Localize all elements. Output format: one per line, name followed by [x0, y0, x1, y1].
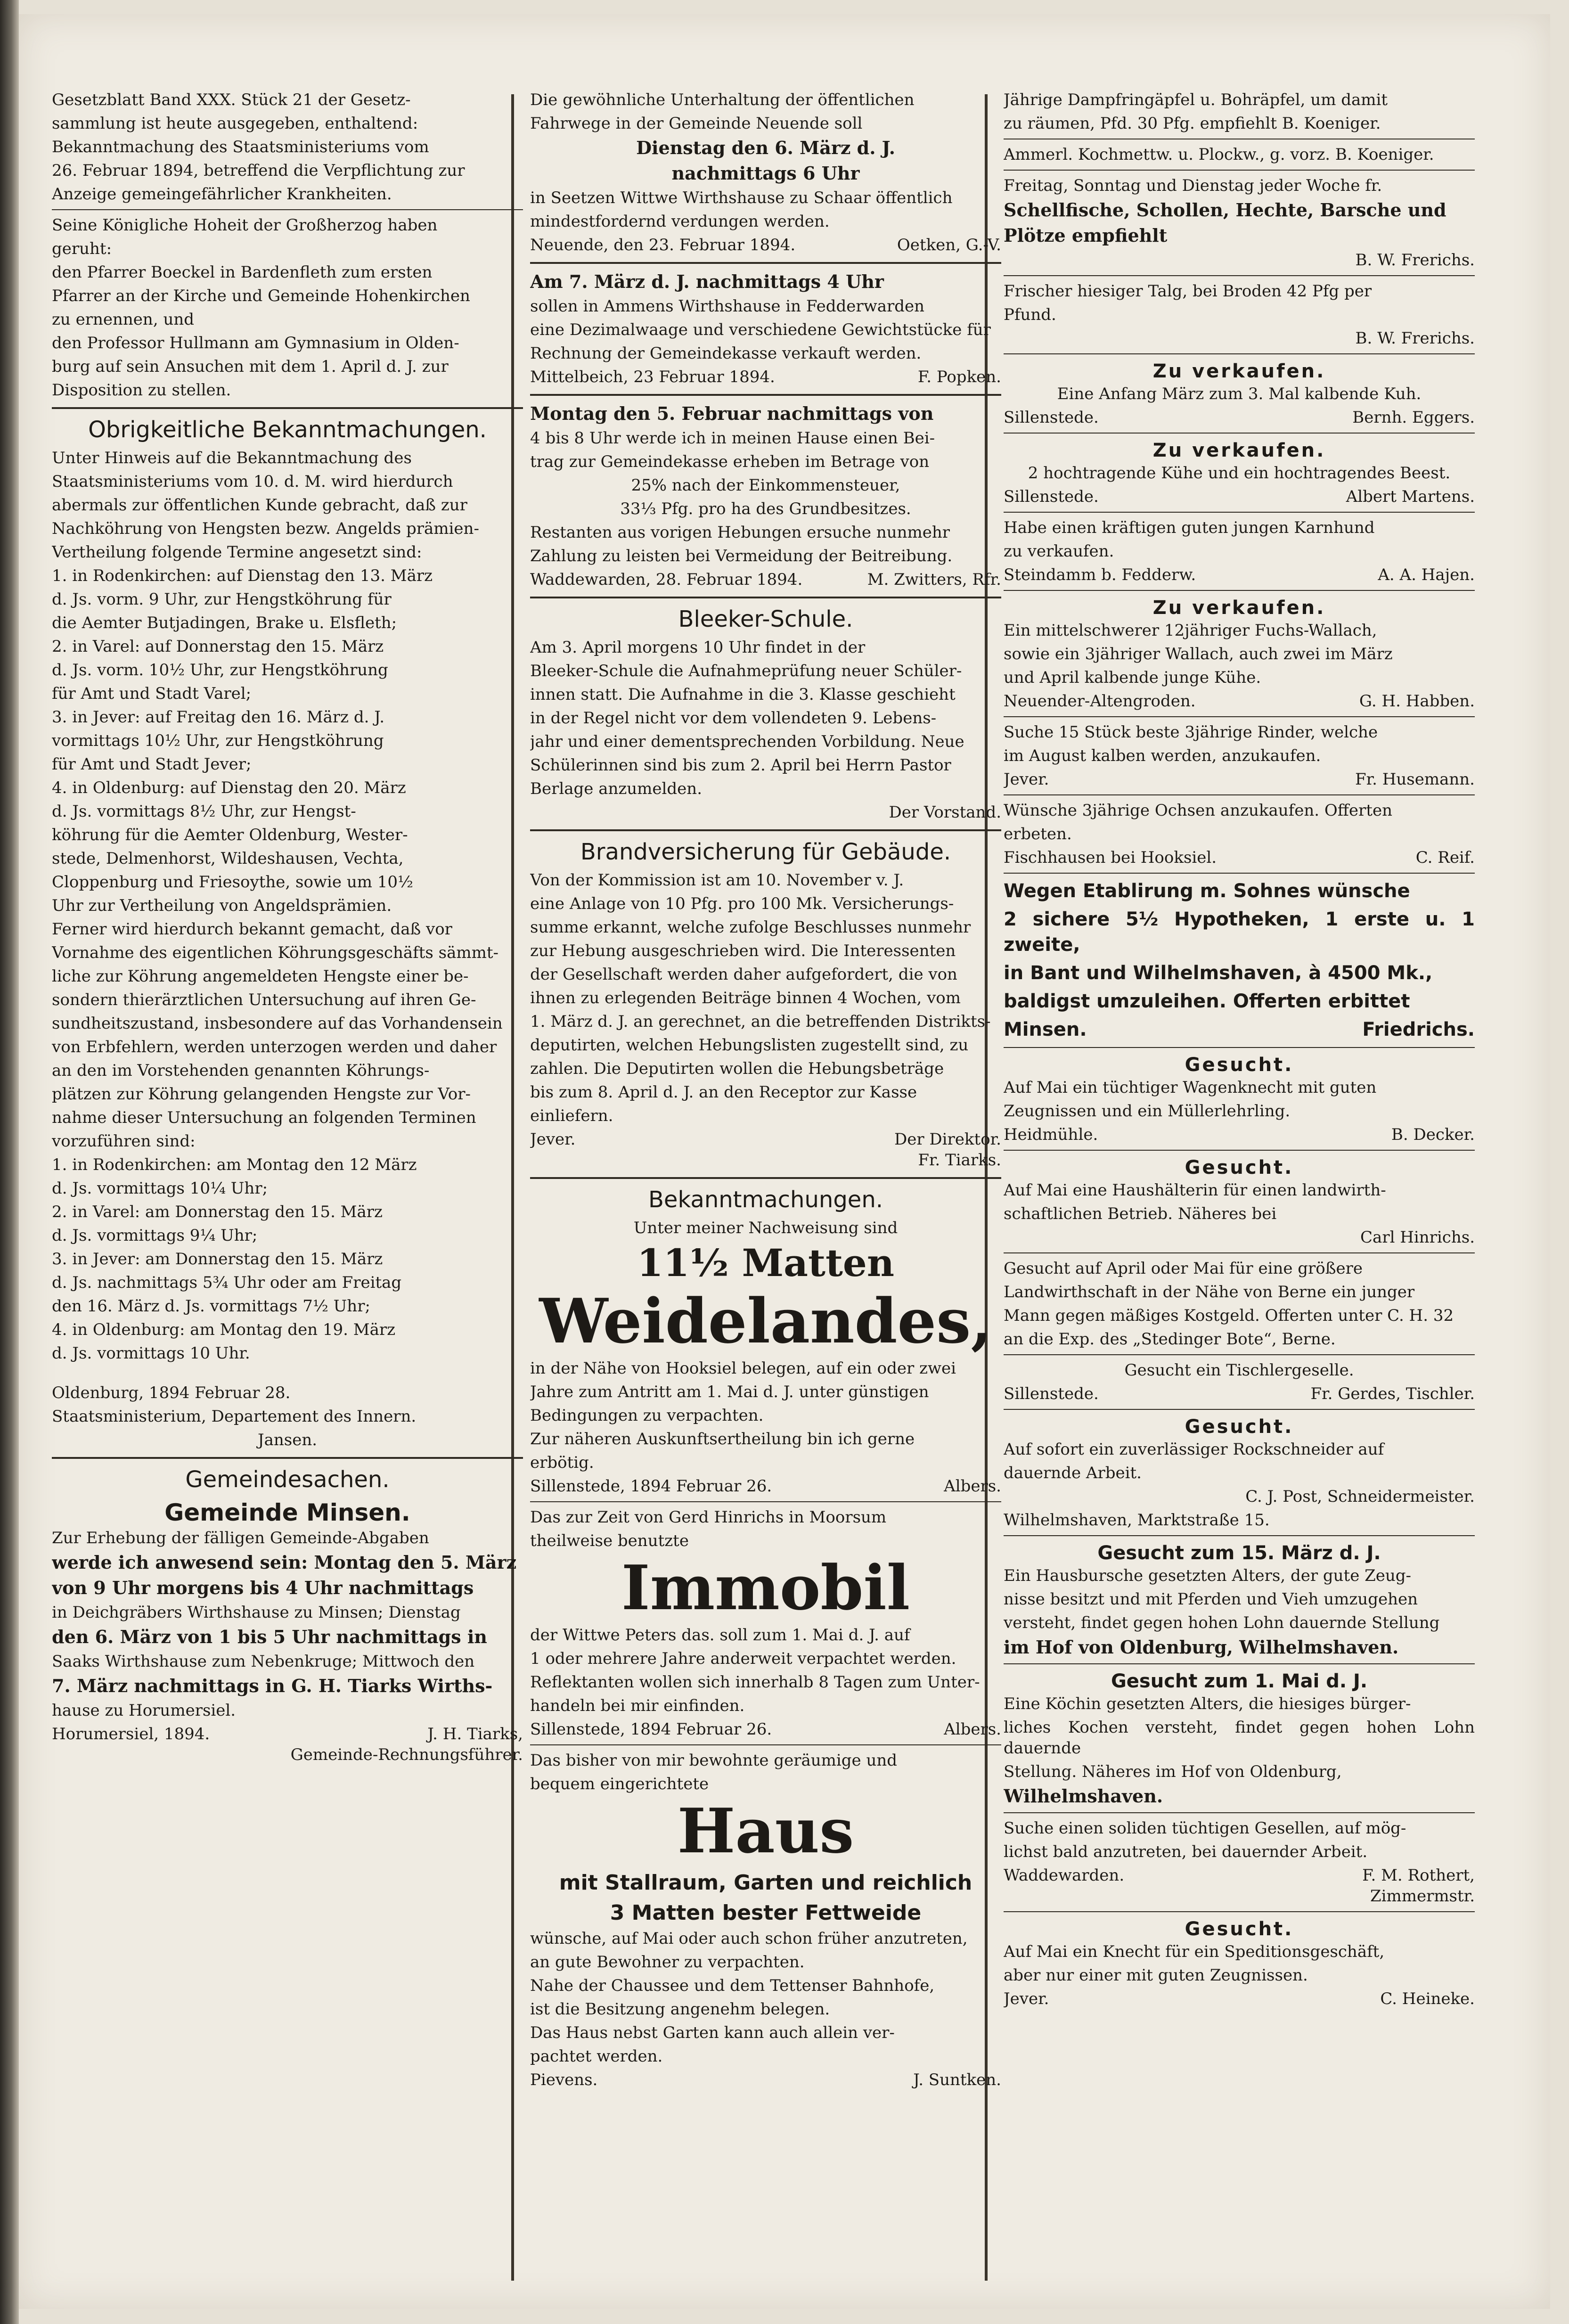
place-date: Horumersiel, 1894. [52, 1725, 210, 1743]
text-line: Nachköhrung von Hengsten bezw. Angelds prämien- [52, 519, 479, 538]
place: Sillenstede. [1004, 408, 1099, 427]
text-line: 3. in Jever: auf Freitag den 16. März d. J. [52, 708, 385, 727]
text-line: Auf sofort ein zuverlässiger Rockschneider auf [1004, 1440, 1384, 1459]
text-line: Ein Hausbursche gesetzten Alters, der gute Zeug- [1004, 1566, 1412, 1585]
text-line: Mann gegen mäßiges Kostgeld. Offerten unter C. H. 32 [1004, 1306, 1454, 1325]
text-line: Rechnung der Gemeindekasse verkauft werden. [530, 344, 922, 363]
signature: C. J. Post, Schneidermeister. [1245, 1487, 1475, 1506]
text-line: Gesucht auf April oder Mai für eine größere [1004, 1259, 1363, 1278]
place: Sillenstede. [1004, 487, 1099, 506]
divider [1004, 1409, 1475, 1410]
divider [1004, 1150, 1475, 1151]
text-line: vorzuführen sind: [52, 1132, 196, 1151]
text-line: pachtet werden. [530, 2047, 663, 2066]
koehrung-notice [52, 448, 523, 1364]
text-line: geruht: [52, 239, 112, 258]
haus-notice [530, 1928, 1001, 2067]
place-date: Neuende, den 23. Februar 1894. [530, 236, 796, 254]
text-line: 1 oder mehrere Jahre anderweit verpachtet werden. [530, 1649, 956, 1668]
text-line: Suche 15 Stück beste 3jährige Rinder, welche [1004, 723, 1378, 742]
ad-title-weidelandes: Weidelandes, [539, 1285, 992, 1357]
ad-title-matten: 11½ Matten [637, 1241, 894, 1285]
signature-row [1004, 1383, 1475, 1404]
text-line: in der Regel nicht vor dem vollendeten 9. Lebens- [530, 709, 937, 728]
text-line: Bekanntmachung des Staatsministeriums vom [52, 138, 429, 156]
signature: A. A. Hajen. [1378, 565, 1475, 584]
text-line: 1. in Rodenkirchen: auf Dienstag den 13. März [52, 566, 433, 585]
text-line: der Gesellschaft werden daher aufgefordert, die von [530, 965, 957, 984]
divider [1004, 1354, 1475, 1355]
text-line: ist die Besitzung angenehm belegen. [530, 2000, 830, 2019]
text-line: abermals zur öffentlichen Kunde gebracht, daß zur [52, 496, 467, 515]
text-line: Cloppenburg und Friesoythe, sowie um 10½ [52, 873, 414, 892]
section-heading: Bleeker-Schule. [678, 606, 853, 632]
signature: Fr. Husemann. [1355, 770, 1475, 789]
signature: Albert Martens. [1346, 487, 1475, 506]
text-line: Ein mittelschwerer 12jähriger Fuchs-Wallach, [1004, 621, 1377, 640]
signature: Albers. [944, 1720, 1001, 1739]
signature: Friedrichs. [1362, 1019, 1475, 1040]
divider [1004, 1535, 1475, 1536]
text-line: Schülerinnen sind bis zum 2. April bei Herrn Pastor [530, 756, 951, 775]
text-line: in Deichgräbers Wirthshause zu Minsen; Dienstag [52, 1603, 461, 1622]
text-line: Gesucht ein Tischlergeselle. [1124, 1361, 1354, 1380]
text-line: erbötig. [530, 1453, 594, 1472]
signature: C. Reif. [1415, 848, 1475, 867]
text-line: Saaks Wirthshause zum Nebenkruge; Mittwoch den [52, 1652, 475, 1671]
section-heading: Brandversicherung für Gebäude. [580, 839, 951, 865]
text-line: Eine Anfang März zum 3. Mal kalbende Kuh. [1057, 385, 1422, 403]
text-line: Das bisher von mir bewohnte geräumige und [530, 1751, 898, 1770]
text-line: Gesetzblatt Band XXX. Stück 21 der Gesetz- [52, 90, 411, 109]
text-line: nisse besitzt und mit Pferden und Vieh umzugehen [1004, 1590, 1418, 1609]
text-line: Fahrwege in der Gemeinde Neuende soll [530, 114, 863, 133]
subsection-heading: Gemeinde Minsen. [164, 1499, 410, 1526]
unterhaltung-notice [530, 90, 1001, 232]
text-line: die Aemter Butjadingen, Brake u. Elsfleth; [52, 614, 397, 632]
text-line: Staatsministeriums vom 10. d. M. wird hierdurch [52, 472, 453, 491]
signature: G. H. Habben. [1359, 692, 1475, 711]
signature-row [1004, 1988, 1475, 2009]
text-line: Disposition zu stellen. [52, 381, 231, 400]
signature: F. M. Rothert, [1362, 1866, 1475, 1885]
text-line: Vertheilung folgende Termine angesetzt sind: [52, 543, 422, 562]
text-line: schaftlichen Betrieb. Näheres bei [1004, 1204, 1277, 1223]
text-line: Seine Königliche Hoheit der Großherzog haben [52, 216, 438, 235]
text-line: Das Haus nebst Garten kann auch allein ver- [530, 2023, 895, 2042]
ad-heading: Gesucht. [1185, 1416, 1294, 1438]
signature: B. Decker. [1391, 1125, 1475, 1144]
place: Sillenstede. [1004, 1384, 1099, 1403]
text-line: aber nur einer mit guten Zeugnissen. [1004, 1966, 1308, 1985]
place-date: Waddewarden, 28. Februar 1894. [530, 570, 803, 589]
text-line: Wegen Etablirung m. Sohnes wünsche [1004, 880, 1410, 902]
section-heading: Bekanntmachungen. [648, 1187, 883, 1213]
text-line: von Erbfehlern, werden unterzogen werden und daher [52, 1038, 497, 1056]
divider [1004, 716, 1475, 717]
brand-notice [530, 870, 1001, 1126]
signature-row [530, 1129, 1001, 1150]
text-line: sowie ein 3jähriger Wallach, auch zwei im März [1004, 645, 1393, 663]
text-line: Das zur Zeit von Gerd Hinrichs in Moorsum [530, 1508, 887, 1527]
text-line: erbeten. [1004, 825, 1072, 843]
bleeker-notice [530, 637, 1001, 799]
text-line: d. Js. vorm. 10½ Uhr, zur Hengstköhrung [52, 661, 388, 679]
place: Jever. [1004, 770, 1049, 789]
text-line: d. Js. vormittags 10 Uhr. [52, 1344, 250, 1363]
ad-subtitle: 3 Matten bester Fettweide [610, 1901, 922, 1925]
ad-heading: Zu verkaufen. [1152, 440, 1326, 461]
text-line: im August kalben werden, anzukaufen. [1004, 746, 1321, 765]
place: Jever. [530, 1130, 576, 1149]
text-line: Am 3. April morgens 10 Uhr findet in der [530, 638, 866, 657]
divider [530, 262, 1001, 264]
place: Neuender-Altengroden. [1004, 692, 1196, 711]
place: Steindamm b. Fedderw. [1004, 565, 1196, 584]
book-binding-edge [0, 0, 19, 2324]
divider [1004, 170, 1475, 171]
divider [530, 1177, 1001, 1179]
signature: B. W. Frerichs. [1355, 329, 1475, 348]
text-line: mindestfordernd verdungen werden. [530, 212, 830, 231]
minsen-notice [52, 1528, 523, 1721]
divider [1004, 590, 1475, 591]
signature: C. Heineke. [1380, 1989, 1475, 2008]
signature: Fr. Tiarks. [918, 1151, 1001, 1170]
text-line: Ferner wird hierdurch bekannt gemacht, daß vor [52, 920, 452, 939]
text-line: den 6. März von 1 bis 5 Uhr nachmittags in [52, 1626, 487, 1647]
signature-row [1004, 691, 1475, 712]
text-line: Auf Mai ein Knecht für ein Speditionsgeschäft, [1004, 1942, 1385, 1961]
text-line: Pfarrer an der Kirche und Gemeinde Hohenkirchen [52, 286, 470, 305]
text-line: werde ich anwesend sein: Montag den 5. März [52, 1552, 517, 1573]
date-line: Oldenburg, 1894 Februar 28. [52, 1383, 291, 1402]
text-line: Eine Köchin gesetzten Alters, die hiesiges bürger- [1004, 1694, 1411, 1713]
section-heading: Obrigkeitliche Bekanntmachungen. [88, 417, 487, 443]
text-line: im Hof von Oldenburg, Wilhelmshaven. [1004, 1637, 1399, 1658]
text-line: plätzen zur Köhrung gelangenden Hengste zur Vor- [52, 1085, 471, 1104]
text-line: Schellfische, Schollen, Hechte, Barsche und [1004, 199, 1446, 221]
text-line: sollen in Ammens Wirthshause in Fedderwarden [530, 297, 925, 316]
text-line: eine Anlage von 10 Pfg. pro 100 Mk. Versicherungs- [530, 894, 954, 913]
text-line: an den im Vorstehenden genannten Köhrungs- [52, 1061, 430, 1080]
place: Waddewarden. [1004, 1866, 1125, 1885]
text-line: hause zu Horumersiel. [52, 1701, 236, 1720]
divider [52, 209, 523, 210]
signature-row [530, 235, 1001, 255]
text-line: der Wittwe Peters das. soll zum 1. Mai d. J. auf [530, 1626, 910, 1645]
signature: Bernh. Eggers. [1352, 408, 1475, 427]
text-line: 25% nach der Einkommensteuer, [631, 476, 900, 495]
ad-heading: Gesucht zum 1. Mai d. J. [1111, 1670, 1368, 1692]
text-line: Habe einen kräftigen guten jungen Karnhund [1004, 518, 1375, 537]
text-line: theilweise benutzte [530, 1531, 689, 1550]
text-line: baldigst umzuleihen. Offerten erbittet [1004, 990, 1410, 1012]
text-line: den Pfarrer Boeckel in Bardenfleth zum ersten [52, 263, 433, 282]
hypothek-ad [1004, 878, 1475, 1042]
text-line: 7. März nachmittags in G. H. Tiarks Wirths- [52, 1675, 493, 1696]
text-line: Am 7. März d. J. nachmittags 4 Uhr [530, 271, 884, 292]
ad-heading: Zu verkaufen. [1152, 360, 1326, 382]
text-line: Pfund. [1004, 305, 1056, 324]
text-line: Uhr zur Vertheilung von Angeldsprämien. [52, 896, 392, 915]
place: Minsen. [1004, 1019, 1087, 1040]
signature: J. H. Tiarks, [427, 1725, 523, 1743]
signature-row [530, 2070, 1001, 2090]
ad-heading: Gesucht. [1185, 1918, 1294, 1940]
text-line: jahr und einer dementsprechenden Vorbildung. Neue [530, 732, 964, 751]
text-line: Anzeige gemeingefährlicher Krankheiten. [52, 185, 392, 204]
place: Jever. [1004, 1989, 1049, 2008]
divider [530, 1501, 1001, 1502]
text-line: Unter Hinweis auf die Bekanntmachung des [52, 449, 412, 467]
signature: J. Suntken. [913, 2070, 1001, 2089]
text-line: Frischer hiesiger Talg, bei Broden 42 Pfg per [1004, 282, 1372, 301]
signature-row [1004, 847, 1475, 868]
text-line: nachmittags 6 Uhr [671, 163, 860, 184]
ad-title-haus: Haus [677, 1795, 854, 1867]
signature-row [1004, 1017, 1475, 1042]
weide-notice [530, 1358, 1001, 1473]
text-line: handeln bei mir einfinden. [530, 1696, 745, 1715]
text-line: 3. in Jever: am Donnerstag den 15. März [52, 1250, 383, 1268]
signature-row [530, 1719, 1001, 1740]
divider [1004, 353, 1475, 354]
ministry-line: Staatsministerium, Departement des Innern. [52, 1407, 417, 1426]
text-line: Montag den 5. Februar nachmittags von [530, 403, 934, 424]
text-line: d. Js. vorm. 9 Uhr, zur Hengstköhrung für [52, 590, 392, 609]
text-line: Reflektanten wollen sich innerhalb 8 Tagen zum Unter- [530, 1673, 980, 1692]
divider [1004, 1911, 1475, 1912]
text-line: Restanten aus vorigen Hebungen ersuche nunmehr [530, 523, 950, 542]
text-line: in Bant und Wilhelmshaven, à 4500 Mk., [1004, 962, 1433, 984]
text-line: zu räumen, Pfd. 30 Pfg. empfiehlt B. Koeniger. [1004, 114, 1381, 133]
text-line: d. Js. vormittags 10¼ Uhr; [52, 1179, 268, 1198]
signature-row [52, 1724, 523, 1744]
text-line: liche zur Köhrung angemeldeten Hengste einer be- [52, 967, 469, 986]
text-line: 2. in Varel: am Donnerstag den 15. März [52, 1203, 383, 1221]
divider [530, 1744, 1001, 1745]
divider [1004, 512, 1475, 513]
signature: B. W. Frerichs. [1355, 251, 1475, 270]
text-line: 2. in Varel: auf Donnerstag den 15. März [52, 637, 384, 656]
text-line: 4. in Oldenburg: auf Dienstag den 20. März [52, 778, 406, 797]
text-line: d. Js. nachmittags 5¾ Uhr oder am Freitag [52, 1273, 402, 1292]
text-line: und April kalbende junge Kühe. [1004, 668, 1261, 687]
text-line: Nahe der Chaussee und dem Tettenser Bahnhofe, [530, 1976, 935, 1995]
ammen-notice [530, 270, 1001, 364]
gesetzblatt-notice [52, 90, 523, 205]
signature-row [1004, 769, 1475, 790]
signature-row [1004, 486, 1475, 507]
text-line: eine Dezimalwaage und verschiedene Gewichtstücke für [530, 320, 991, 339]
signature-row [530, 569, 1001, 590]
text-line: Plötze empfiehlt [1004, 225, 1168, 246]
signature-row [1004, 1865, 1475, 1886]
text-line: Von der Kommission ist am 10. November v. J. [530, 871, 904, 890]
text-line: sondern thierärztlichen Untersuchung auf ihren Ge- [52, 990, 476, 1009]
place-date: Mittelbeich, 23 Februar 1894. [530, 368, 775, 386]
text-line: deputirten, welchen Hebungslisten zugestellt sind, zu [530, 1036, 969, 1055]
text-line: ihnen zu erlegenden Beiträge binnen 4 Wochen, vom [530, 989, 961, 1007]
place: Pievens. [530, 2070, 598, 2089]
text-line: Zur Erhebung der fälligen Gemeinde-Abgaben [52, 1529, 429, 1547]
text-line: burg auf sein Ansuchen mit dem 1. April d. J. zur [52, 357, 449, 376]
text-line: 4 bis 8 Uhr werde ich in meinen Hause einen Bei- [530, 429, 935, 448]
immobil-notice [530, 1625, 1001, 1716]
divider [1004, 1812, 1475, 1813]
text-line: Landwirthschaft in der Nähe von Berne ein junger [1004, 1283, 1415, 1301]
text-line: für Amt und Stadt Varel; [52, 684, 252, 703]
text-line: wünsche, auf Mai oder auch schon früher anzutreten, [530, 1929, 968, 1948]
ad-subtitle: mit Stallraum, Garten und reichlich [559, 1871, 972, 1895]
place: Fischhausen bei Hooksiel. [1004, 848, 1217, 867]
place-date: Sillenstede, 1894 Februar 26. [530, 1477, 772, 1496]
divider [1004, 433, 1475, 434]
text-line: vormittags 10½ Uhr, zur Hengstköhrung [52, 731, 384, 750]
place-date: Sillenstede, 1894 Februar 26. [530, 1720, 772, 1739]
divider [1004, 1663, 1475, 1664]
place: Heidmühle. [1004, 1125, 1098, 1144]
text-line: sundheitszustand, insbesondere auf das Vorhandensein [52, 1014, 503, 1033]
divider [1004, 1047, 1475, 1048]
signature-row [530, 367, 1001, 387]
text-line: versteht, findet gegen hohen Lohn dauernde Stellung [1004, 1613, 1440, 1632]
text-line: in der Nähe von Hooksiel belegen, auf ein oder zwei [530, 1359, 956, 1378]
text-line: lichst bald anzutreten, bei dauernder Arbeit. [1004, 1842, 1368, 1861]
divider [52, 1457, 523, 1459]
signature-row [1004, 565, 1475, 585]
divider [52, 407, 523, 409]
ad-heading: Gesucht. [1185, 1157, 1294, 1178]
text-line: an gute Bewohner zu verpachten. [530, 1953, 805, 1972]
text-line: Bleeker-Schule die Aufnahmeprüfung neuer Schüler- [530, 662, 962, 680]
text-line: d. Js. vormittags 9¼ Uhr; [52, 1226, 258, 1245]
text-line: den 16. März d. Js. vormittags 7½ Uhr; [52, 1297, 370, 1316]
text-line: Wilhelmshaven. [1004, 1785, 1163, 1807]
divider [530, 829, 1001, 831]
text-line: 4. in Oldenburg: am Montag den 19. März [52, 1320, 396, 1339]
text-line: Dienstag den 6. März d. J. [636, 137, 895, 158]
text-line: Zur näheren Auskunftsertheilung bin ich gerne [530, 1430, 915, 1448]
text-line: Vornahme des eigentlichen Köhrungsgeschäfts sämmt- [52, 943, 498, 962]
ad-heading: Gesucht zum 15. März d. J. [1097, 1542, 1381, 1564]
column-2 [530, 90, 1001, 2285]
divider [1004, 873, 1475, 874]
signature: Jansen. [257, 1431, 318, 1449]
signature-title: Der Direktor. [894, 1130, 1001, 1149]
divider [530, 394, 1001, 396]
text-line: d. Js. vormittags 8½ Uhr, zur Hengst- [52, 802, 356, 821]
divider [1004, 1252, 1475, 1253]
text-line: 26. Februar 1894, betreffend die Verpflichtung zur [52, 161, 465, 180]
divider [1004, 275, 1475, 276]
signature: Oetken, G.-V. [897, 236, 1001, 254]
text-line: Zahlung zu leisten bei Vermeidung der Beitreibung. [530, 547, 953, 565]
text-line: zahlen. Die Deputirten wollen die Hebungsbeträge [530, 1059, 944, 1078]
signature: Fr. Gerdes, Tischler. [1310, 1384, 1475, 1403]
signature-row [1004, 1124, 1475, 1145]
appointment-notice [52, 215, 523, 401]
signature: F. Popken. [917, 368, 1001, 386]
signature-row [530, 1476, 1001, 1497]
text-line: köhrung für die Aemter Oldenburg, Wester- [52, 826, 408, 844]
text-line: Auf Mai ein tüchtiger Wagenknecht mit guten [1004, 1078, 1377, 1097]
text-line: den Professor Hullmann am Gymnasium in Olden- [52, 334, 459, 352]
text-line: an die Exp. des „Stedinger Bote“, Berne. [1004, 1330, 1336, 1349]
text-line: liches Kochen versteht, findet gegen hohen Lohn dauernde [1004, 1718, 1475, 1758]
address-line: Wilhelmshaven, Marktstraße 15. [1004, 1511, 1270, 1530]
text-line: 2 hochtragende Kühe und ein hochtragendes Beest. [1028, 464, 1451, 483]
text-line: für Amt und Stadt Jever; [52, 755, 252, 774]
divider [530, 597, 1001, 598]
text-line: Bedingungen zu verpachten. [530, 1406, 764, 1425]
signature: M. Zwitters, Rfr. [867, 570, 1001, 589]
ad-title-immobil: Immobil [621, 1552, 910, 1624]
text-line: Berlage anzumelden. [530, 779, 703, 798]
divider [1004, 794, 1475, 795]
text-line: bis zum 8. April d. J. an den Receptor zur Kasse [530, 1083, 917, 1102]
text-line: 2 sichere 5½ Hypotheken, 1 erste u. 1 zweite, [1004, 908, 1475, 956]
text-line: innen statt. Die Aufnahme in die 3. Klasse geschieht [530, 685, 956, 704]
signature: Der Vorstand. [889, 803, 1001, 822]
signature-row [1004, 407, 1475, 428]
text-line: 1. in Rodenkirchen: am Montag den 12 März [52, 1155, 417, 1174]
text-line: Wünsche 3jährige Ochsen anzukaufen. Offerten [1004, 801, 1392, 820]
text-line: Auf Mai eine Haushälterin für einen landwirth- [1004, 1181, 1386, 1200]
text-line: Stellung. Näheres im Hof von Oldenburg, [1004, 1762, 1342, 1781]
text-line: Ammerl. Kochmettw. u. Plockw., g. vorz. B. Koeniger. [1004, 145, 1434, 164]
signature: Carl Hinrichs. [1360, 1228, 1475, 1247]
text-line: dauernde Arbeit. [1004, 1464, 1142, 1482]
signature: Albers. [944, 1477, 1001, 1496]
ad-heading: Gesucht. [1185, 1054, 1294, 1076]
text-line: von 9 Uhr morgens bis 4 Uhr nachmittags [52, 1577, 474, 1598]
text-line: bequem eingerichtete [530, 1775, 709, 1793]
text-line: zu ernennen, und [52, 310, 194, 329]
text-line: Jahre zum Antritt am 1. Mai d. J. unter günstigen [530, 1383, 929, 1401]
text-line: zu verkaufen. [1004, 542, 1114, 561]
column-1 [52, 90, 523, 2285]
text-line: Unter meiner Nachweisung sind [633, 1219, 898, 1237]
section-heading: Gemeindesachen. [185, 1466, 390, 1493]
text-line: Freitag, Sonntag und Dienstag jeder Woche fr. [1004, 176, 1382, 195]
text-line: Die gewöhnliche Unterhaltung der öffentlichen [530, 90, 915, 109]
text-line: 1. März d. J. an gerechnet, an die betreffenden Distrikts- [530, 1012, 991, 1031]
text-line: Suche einen soliden tüchtigen Gesellen, auf mög- [1004, 1819, 1406, 1838]
text-line: stede, Delmenhorst, Wildeshausen, Vechta, [52, 849, 404, 868]
text-line: Jährige Dampfringäpfel u. Bohräpfel, um damit [1004, 90, 1388, 109]
signature-title: Gemeinde-Rechnungsführer. [290, 1745, 523, 1764]
column-3 [1004, 90, 1475, 2285]
text-line: sammlung ist heute ausgegeben, enthaltend: [52, 114, 418, 133]
signature-title: Zimmermstr. [1370, 1887, 1475, 1906]
text-line: zur Hebung ausgeschrieben wird. Die Interessenten [530, 941, 956, 960]
text-line: einliefern. [530, 1106, 613, 1125]
text-line: in Seetzen Wittwe Wirthshause zu Schaar öffentlich [530, 188, 953, 207]
zwitters-notice [530, 402, 1001, 566]
ad-heading: Zu verkaufen. [1152, 597, 1326, 619]
text-line: 33⅓ Pfg. pro ha des Grundbesitzes. [620, 499, 911, 518]
text-line: nahme dieser Untersuchung an folgenden Terminen [52, 1108, 476, 1127]
text-line: trag zur Gemeindekasse erheben im Betrage von [530, 452, 930, 471]
text-line: Zeugnissen und ein Müllerlehrling. [1004, 1102, 1291, 1121]
text-line: summe erkannt, welche zufolge Beschlusses nunmehr [530, 918, 971, 937]
